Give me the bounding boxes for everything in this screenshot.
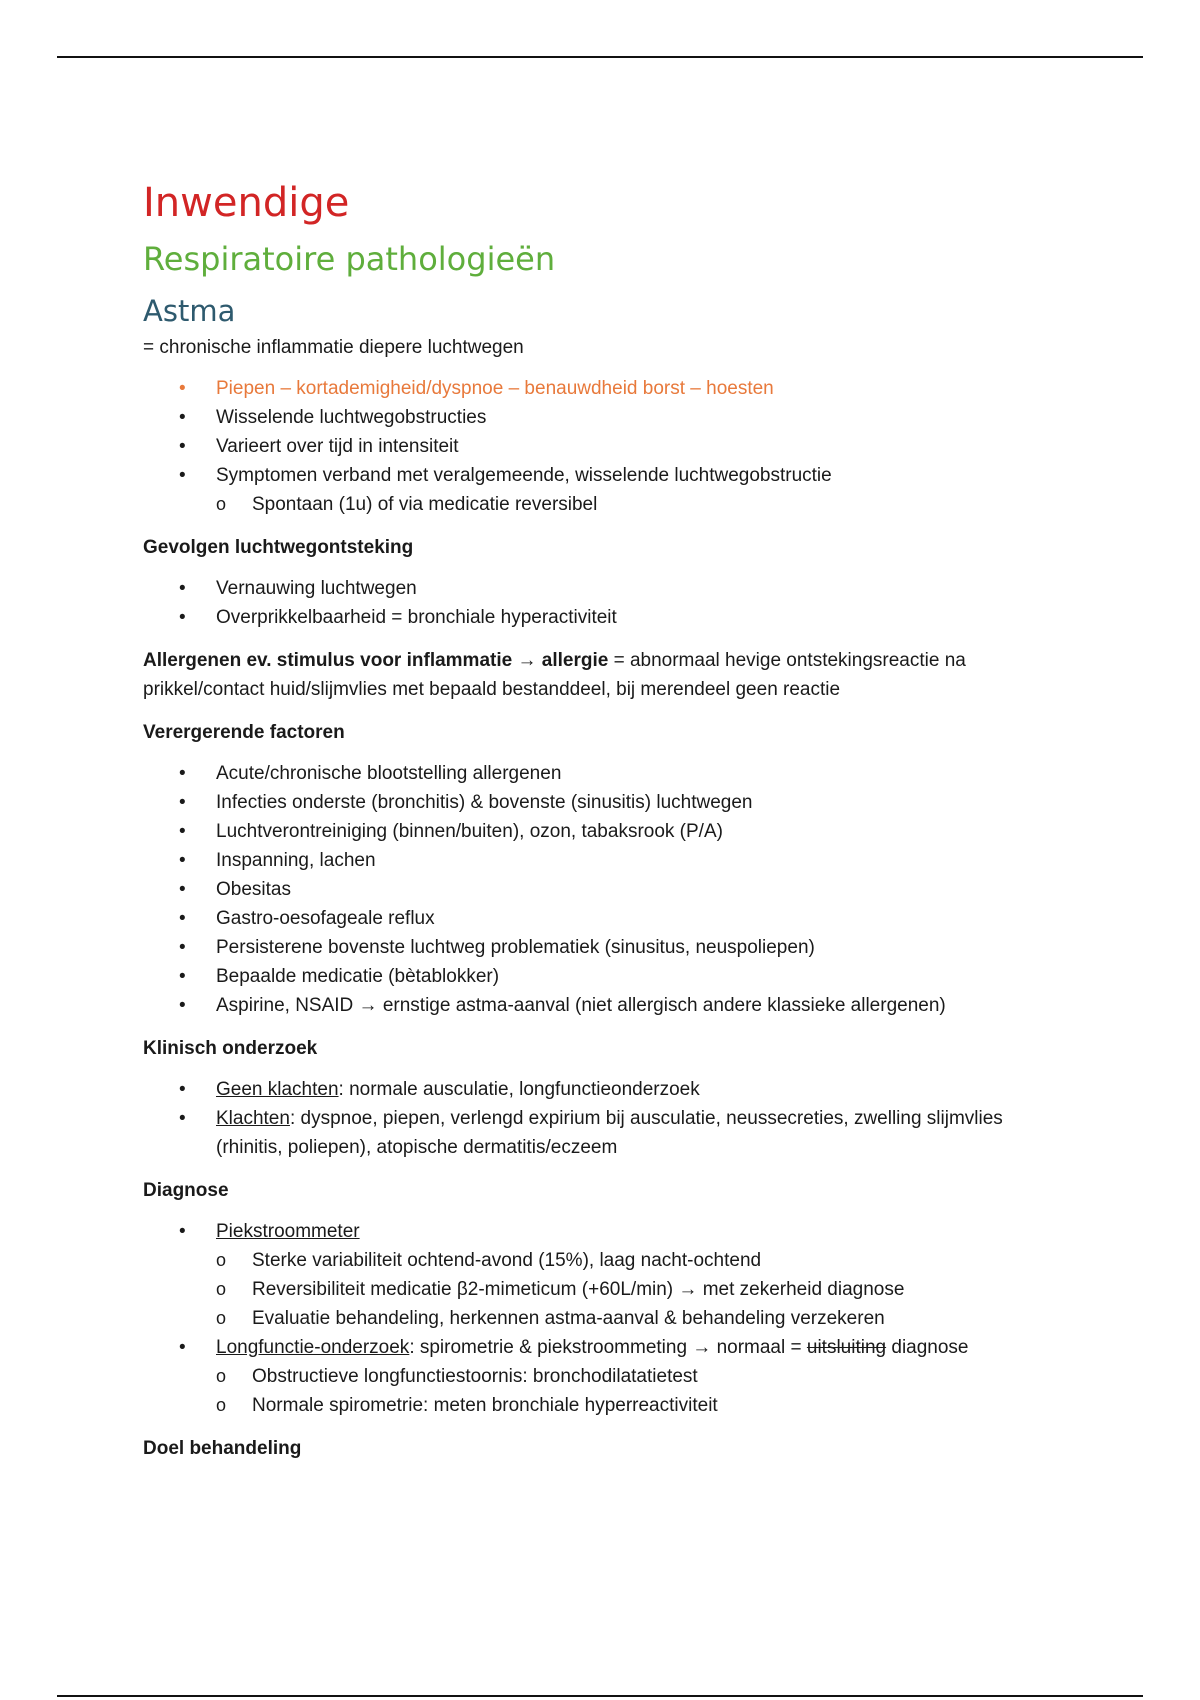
list-item-text: : spirometrie & piekstroommeting → normaal =: [409, 1337, 807, 1358]
doc-subtitle: Respiratoire pathologieën: [143, 240, 556, 278]
header-rule: [57, 56, 1143, 58]
list-item: • Vernauwing luchtwegen: [143, 574, 1063, 603]
section-title-verergerende: Verergerende factoren: [143, 722, 345, 743]
list-item: [143, 1075, 1063, 1104]
list-item: [143, 1217, 1063, 1333]
sub-list-item: o Sterke variabiliteit ochtend-avond (15%), laag nacht-ochtend: [216, 1246, 1063, 1275]
list-item: • Acute/chronische blootstelling allergenen: [143, 759, 1063, 788]
list-item: • Overprikkelbaarheid = bronchiale hyperactiviteit: [143, 603, 1063, 632]
allergenen-paragraph: [143, 646, 1063, 704]
symptoms-list: [143, 374, 1063, 519]
list-item: [143, 1104, 1063, 1162]
list-item: • Piepen – kortademigheid/dyspnoe – benauwdheid borst – hoesten: [143, 374, 1063, 403]
diagnose-list: [143, 1217, 1063, 1420]
list-item: • Persisterene bovenste luchtweg problematiek (sinusitus, neuspoliepen): [143, 933, 1063, 962]
list-item: • Infecties onderste (bronchitis) & bovenste (sinusitis) luchtwegen: [143, 788, 1063, 817]
allergie-bold-text: allergie: [536, 650, 609, 671]
geen-klachten-label: Geen klachten: [216, 1079, 339, 1100]
sub-list-item: o Evaluatie behandeling, herkennen astma-aanval & behandeling verzekeren: [216, 1304, 1063, 1333]
list-item-text: : dyspnoe, piepen, verlengd expirium bij ausculatie, neussecreties, zwelling slijmvlies (rhinitis, poliepen), atopische dermatitis/eczeem: [216, 1108, 1003, 1158]
allergenen-bold-text: Allergenen ev. stimulus voor inflammatie: [143, 650, 518, 671]
list-item: • Luchtverontreiniging (binnen/buiten), ozon, tabaksrook (P/A): [143, 817, 1063, 846]
sub-list-item: o Obstructieve longfunctiestoornis: bronchodilatatietest: [216, 1362, 1063, 1391]
list-item: • Gastro-oesofageale reflux: [143, 904, 1063, 933]
allergenen-text: = abnormaal hevige ontstekingsreactie na prikkel/contact huid/slijmvlies met bepaald bestanddeel, bij merendeel geen reactie: [143, 650, 966, 700]
klinisch-list: [143, 1075, 1063, 1162]
list-item: [143, 1333, 1063, 1420]
sub-list: [216, 1246, 1063, 1333]
sub-list-item: o Reversibiliteit medicatie β2-mimeticum (+60L/min) → met zekerheid diagnose: [216, 1275, 1063, 1304]
piekstroommeter-label: Piekstroommeter: [216, 1221, 360, 1242]
doc-title: Inwendige: [143, 180, 350, 226]
sub-list-item: o Normale spirometrie: meten bronchiale hyperreactiviteit: [216, 1391, 1063, 1420]
struck-text: uitsluiting: [806, 1337, 887, 1358]
list-item-text: Symptomen verband met veralgemeende, wisselende luchtwegobstructie: [216, 465, 832, 486]
list-item: • Wisselende luchtwegobstructies: [143, 403, 1063, 432]
list-item: • Inspanning, lachen: [143, 846, 1063, 875]
section-title-gevolgen: Gevolgen luchtwegontsteking: [143, 537, 414, 558]
klachten-label: Klachten: [216, 1108, 290, 1129]
topic-heading: Astma: [143, 294, 236, 328]
section-title-diagnose: Diagnose: [143, 1180, 229, 1201]
list-item: • Bepaalde medicatie (bètablokker): [143, 962, 1063, 991]
list-item-text: : normale ausculatie, longfunctieonderzoek: [338, 1079, 700, 1100]
sub-list: [216, 490, 1063, 519]
list-item-text: diagnose: [886, 1337, 969, 1358]
section-title-klinisch: Klinisch onderzoek: [143, 1038, 318, 1059]
gevolgen-list: [143, 574, 1063, 632]
definition-text: = chronische inflammatie diepere luchtwegen: [143, 337, 524, 358]
document-page: [143, 175, 1063, 1463]
arrow-icon: →: [517, 650, 537, 671]
section-title-doel: Doel behandeling: [143, 1438, 302, 1459]
list-item: [143, 461, 1063, 519]
sub-list: [216, 1362, 1063, 1420]
verergerende-list: [143, 759, 1063, 1020]
list-item: • Obesitas: [143, 875, 1063, 904]
longfunctie-label: Longfunctie-onderzoek: [216, 1337, 410, 1358]
footer-rule: [57, 1695, 1143, 1697]
list-item: • Aspirine, NSAID → ernstige astma-aanval (niet allergisch andere klassieke allergenen): [143, 991, 1063, 1020]
list-item: • Varieert over tijd in intensiteit: [143, 432, 1063, 461]
sub-list-item: o Spontaan (1u) of via medicatie reversibel: [216, 490, 1063, 519]
